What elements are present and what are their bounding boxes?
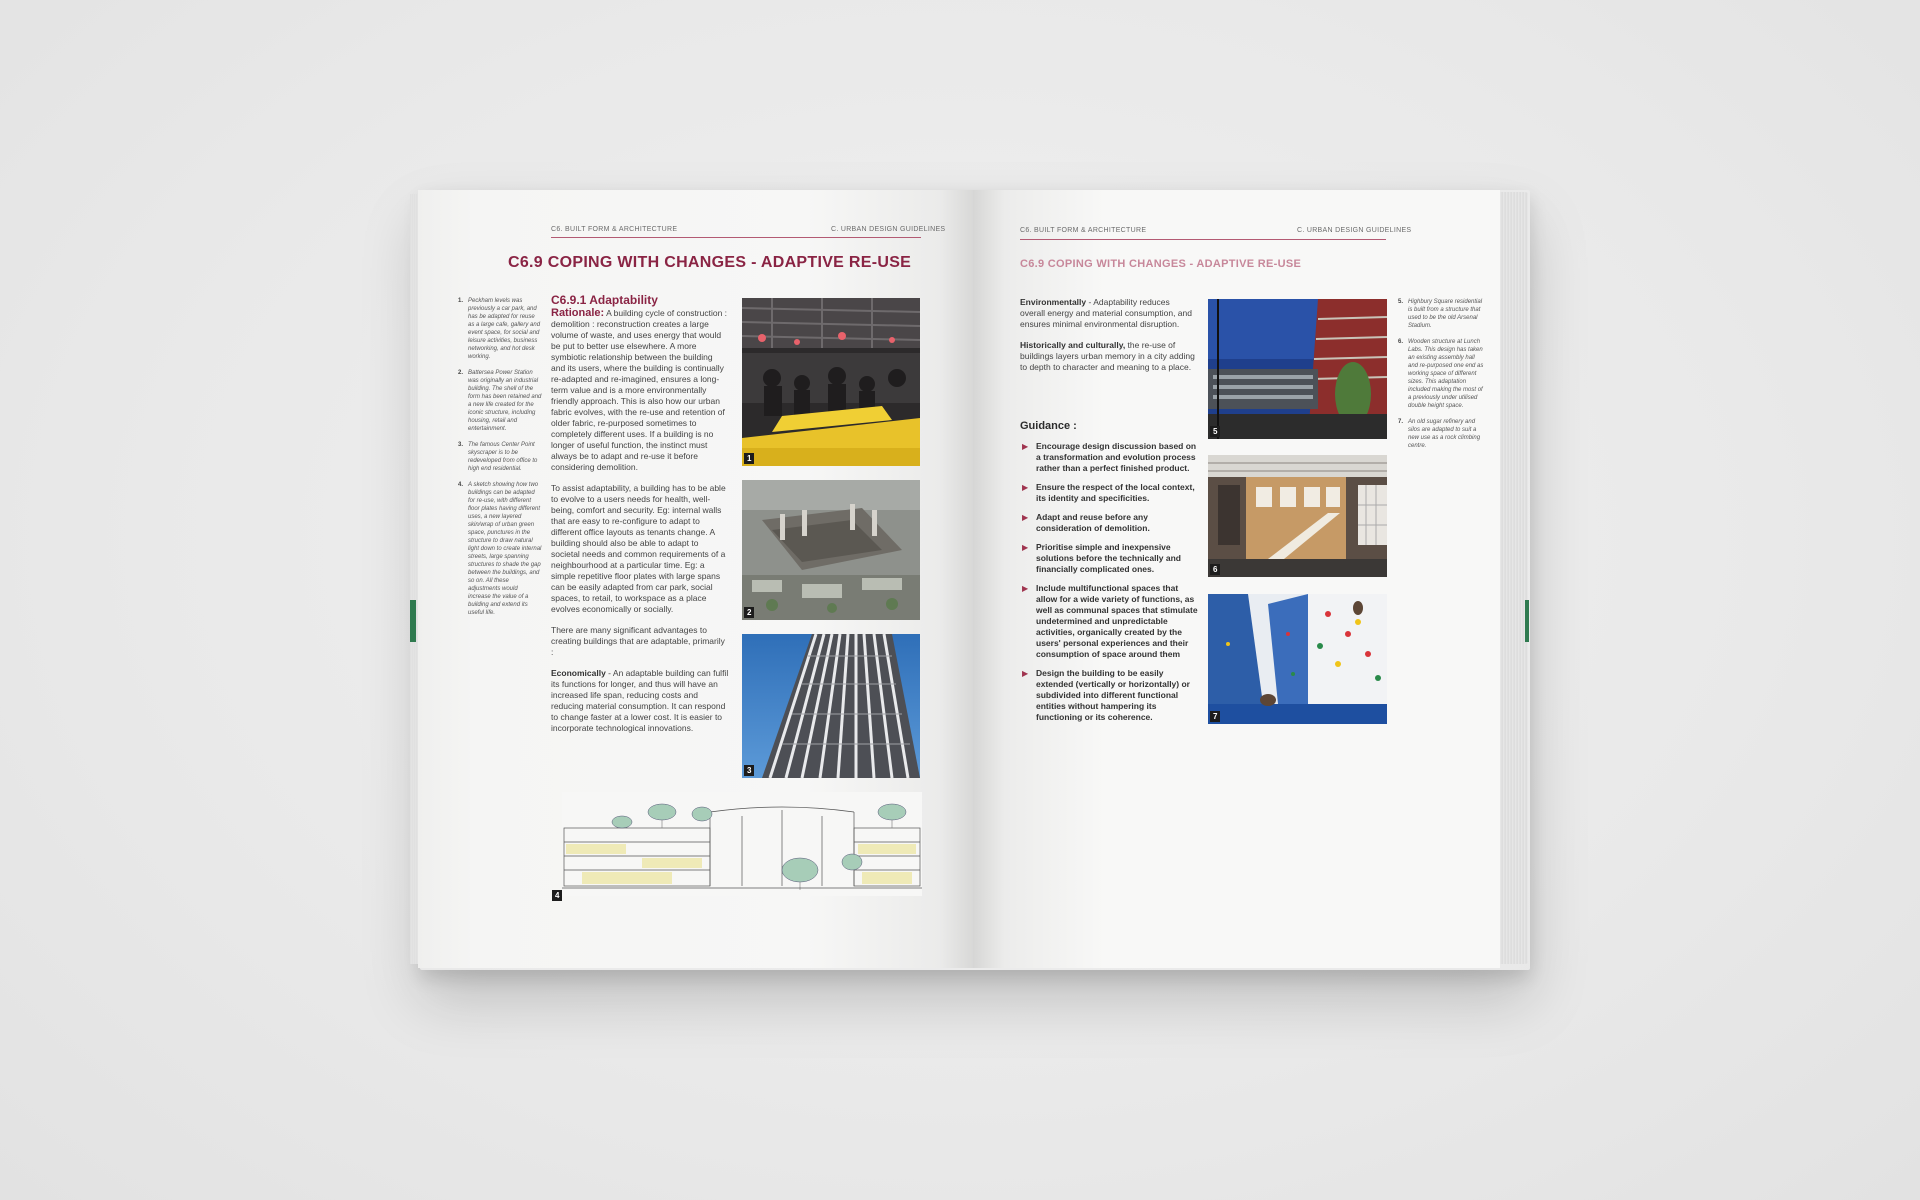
environmentally-label: Environmentally [1020,297,1087,307]
wooden-structure-interior-image [1208,455,1387,577]
right-running-head-left: C6. BUILT FORM & ARCHITECTURE [1020,227,1147,234]
right-page-edges [1500,192,1528,964]
guidance-text: Encourage design discussion based on a transformation and evolution process rather than a perfect finished product. [1036,441,1197,473]
photo-lunch-labs [1208,455,1387,577]
sidenote-text: Highbury Square residential is built from a structure that used to be the old Arsenal Stadium. [1408,299,1483,329]
right-sidenotes [1398,298,1484,458]
climbing-wall-image [1208,594,1387,724]
left-head-rule [551,237,921,238]
guidance-item [1020,542,1198,575]
photo-climbing-centre [1208,594,1387,724]
economically-text: - An adaptable building can fulfil its functions for longer, and thus will have an increased life span, reducing costs and reducing material consumption. It can respond to change faster at a lower cost. It is easier to incorporate technological innovations. [551,668,729,733]
rationale-paragraph [551,308,729,473]
bullet-arrow-icon: ▶ [1022,669,1029,678]
photo-number: 1 [744,453,754,464]
guidance-item [1020,482,1198,504]
photo-number: 5 [1210,426,1220,437]
photo-number: 3 [744,765,754,776]
left-sidenotes [458,297,542,625]
photo-highbury-square [1208,299,1387,439]
guidance-text: Ensure the respect of the local context, its identity and specificities. [1036,482,1195,503]
environmentally-text: - Adaptability reduces overall energy and material consumption, and ensures minimal environmental disruption. [1020,297,1192,329]
rationale-label: Rationale: [551,307,605,319]
guidance-text: Adapt and reuse before any consideration of demolition. [1036,512,1150,533]
photo-peckham-levels [742,298,920,466]
photo-number: 2 [744,607,754,618]
right-page-title: C6.9 COPING WITH CHANGES - ADAPTIVE RE-USE [1020,258,1302,270]
guidance-item [1020,668,1198,723]
sidenote [458,369,542,433]
photo-centre-point [742,634,920,778]
sketch-number: 4 [552,890,562,901]
sidenote [458,481,542,617]
rationale-text: A building cycle of construction : demolition : reconstruction creates a large volume of waste, and uses energy that would be put to better use elsewhere. A more symbiotic relationship between the building and its users, where the building is continually re-adapted and re-imagined, ensures a long-term value and is a more environmentally friendly approach. This is also how our urban fabric evolves, with the re-use and retention of older fabric, re-purposed sometimes to completely different uses. If a building is no longer of useful function, the instinct must always be to adapt and re-use it before considering demolition. [551,308,728,472]
left-running-head-right: C. URBAN DESIGN GUIDELINES [831,226,946,233]
cafe-interior-image [742,298,920,466]
environmentally-paragraph [1020,297,1195,330]
aerial-power-station-image [742,480,920,620]
sidenote [1398,298,1484,330]
photo-number: 6 [1210,564,1220,575]
photo-battersea [742,480,920,620]
right-running-head-right: C. URBAN DESIGN GUIDELINES [1297,227,1412,234]
sidenote-number: 1. [458,298,464,304]
left-body-column [551,295,729,744]
photo-number: 7 [1210,711,1220,722]
section-tab-left [410,600,416,642]
bullet-arrow-icon: ▶ [1022,513,1029,522]
economically-label: Economically [551,668,606,678]
section-tab-right [1525,600,1529,642]
sidenote-number: 4. [458,482,464,488]
page-title: C6.9 COPING WITH CHANGES - ADAPTIVE RE-USE [508,254,912,271]
sketch-adaptation [562,792,922,896]
sidenote-number: 2. [458,370,464,376]
historically-paragraph [1020,340,1195,373]
historically-label: Historically and culturally, [1020,340,1126,350]
sidenote [1398,338,1484,410]
bullet-arrow-icon: ▶ [1022,584,1029,593]
guidance-item [1020,583,1198,660]
sidenote-text: An old sugar refinery and silos are adapted to suit a new use as a rock climbing centre. [1408,419,1481,449]
sidenote-number: 3. [458,442,464,448]
sidenote-text: Peckham levels was previously a car park, and has be adapted for reuse as a large cafe, gallery and event space, for social and leisure activities, business networking, and hot desk working. [468,298,541,360]
sidenote [458,441,542,473]
bullet-arrow-icon: ▶ [1022,442,1029,451]
sidenote-text: The famous Center Point skyscraper is to be redeveloped from office to high end residential. [468,442,538,472]
guidance-list [1020,441,1198,731]
sidenote-text: Wooden structure at Lunch Labs. This design has taken an existing assembly hall and re-purposed one end as working space of different sizes. This adaptation included making the most of a previously under utilised double height space. [1408,339,1484,409]
sidenote-text: Battersea Power Station was originally an industrial building. The shell of the form has been retained and a new life created for the iconic structure, including housing, retail and entertainment. [468,370,542,432]
guidance-item [1020,441,1198,474]
sidenote-number: 5. [1398,299,1404,305]
left-running-head-left: C6. BUILT FORM & ARCHITECTURE [551,226,678,233]
bullet-arrow-icon: ▶ [1022,543,1029,552]
sidenote [1398,418,1484,450]
subheading: C6.9.1 Adaptability [551,293,658,307]
advantages-paragraph: There are many significant advantages to creating buildings that are adaptable, primarily : [551,625,725,657]
bullet-arrow-icon: ▶ [1022,483,1029,492]
guidance-text: Include multifunctional spaces that allow for a wide variety of functions, as well as communal spaces that stimulate undetermined and unpredictable activities, organically created by the users' personal experiences and their consumption of space around them [1036,583,1198,659]
sidenote-number: 6. [1398,339,1404,345]
sidenote [458,297,542,361]
sidenote-text: A sketch showing how two buildings can be adapted for re-use, with different floor plates having different uses, a new layered skin/wrap of urban green space, punctures in the structure to draw natural light down to create internal streets, large spanning structures to shade the gap between the buildings, and so on. All these adjustments would increase the value of a building and extend its useful life. [468,482,542,616]
guidance-text: Prioritise simple and inexpensive solutions before the technically and financially complicated ones. [1036,542,1181,574]
historically-text: the re-use of buildings layers urban memory in a city adding to depth to character and meaning to a place. [1020,340,1195,372]
stadium-residential-image [1208,299,1387,439]
building-section-sketch [562,792,922,896]
sidenote-number: 7. [1398,419,1404,425]
adaptability-paragraph: To assist adaptability, a building has to be able to evolve to a users needs for health, well-being, comfort and security. Eg: internal walls that are easy to re-configure to adapt to different office layouts as tenants change. A building should also be able to adapt to societal needs and common requirements of a neighbourhood at a particular time. Eg: a simple repetitive floor plates with large spans can be easily adapted from car park, social spaces, to retail, to workspace as a place evolves economically or socially. [551,483,726,614]
guidance-text: Design the building to be easily extended (vertically or horizontally) or subdivided into different functional entities without hampering its functioning or its coherence. [1036,668,1190,722]
economically-paragraph [551,668,729,734]
tower-upward-image [742,634,920,778]
guidance-heading: Guidance : [1020,420,1077,432]
right-body-column [1020,297,1195,383]
guidance-item [1020,512,1198,534]
right-head-rule [1020,239,1386,240]
